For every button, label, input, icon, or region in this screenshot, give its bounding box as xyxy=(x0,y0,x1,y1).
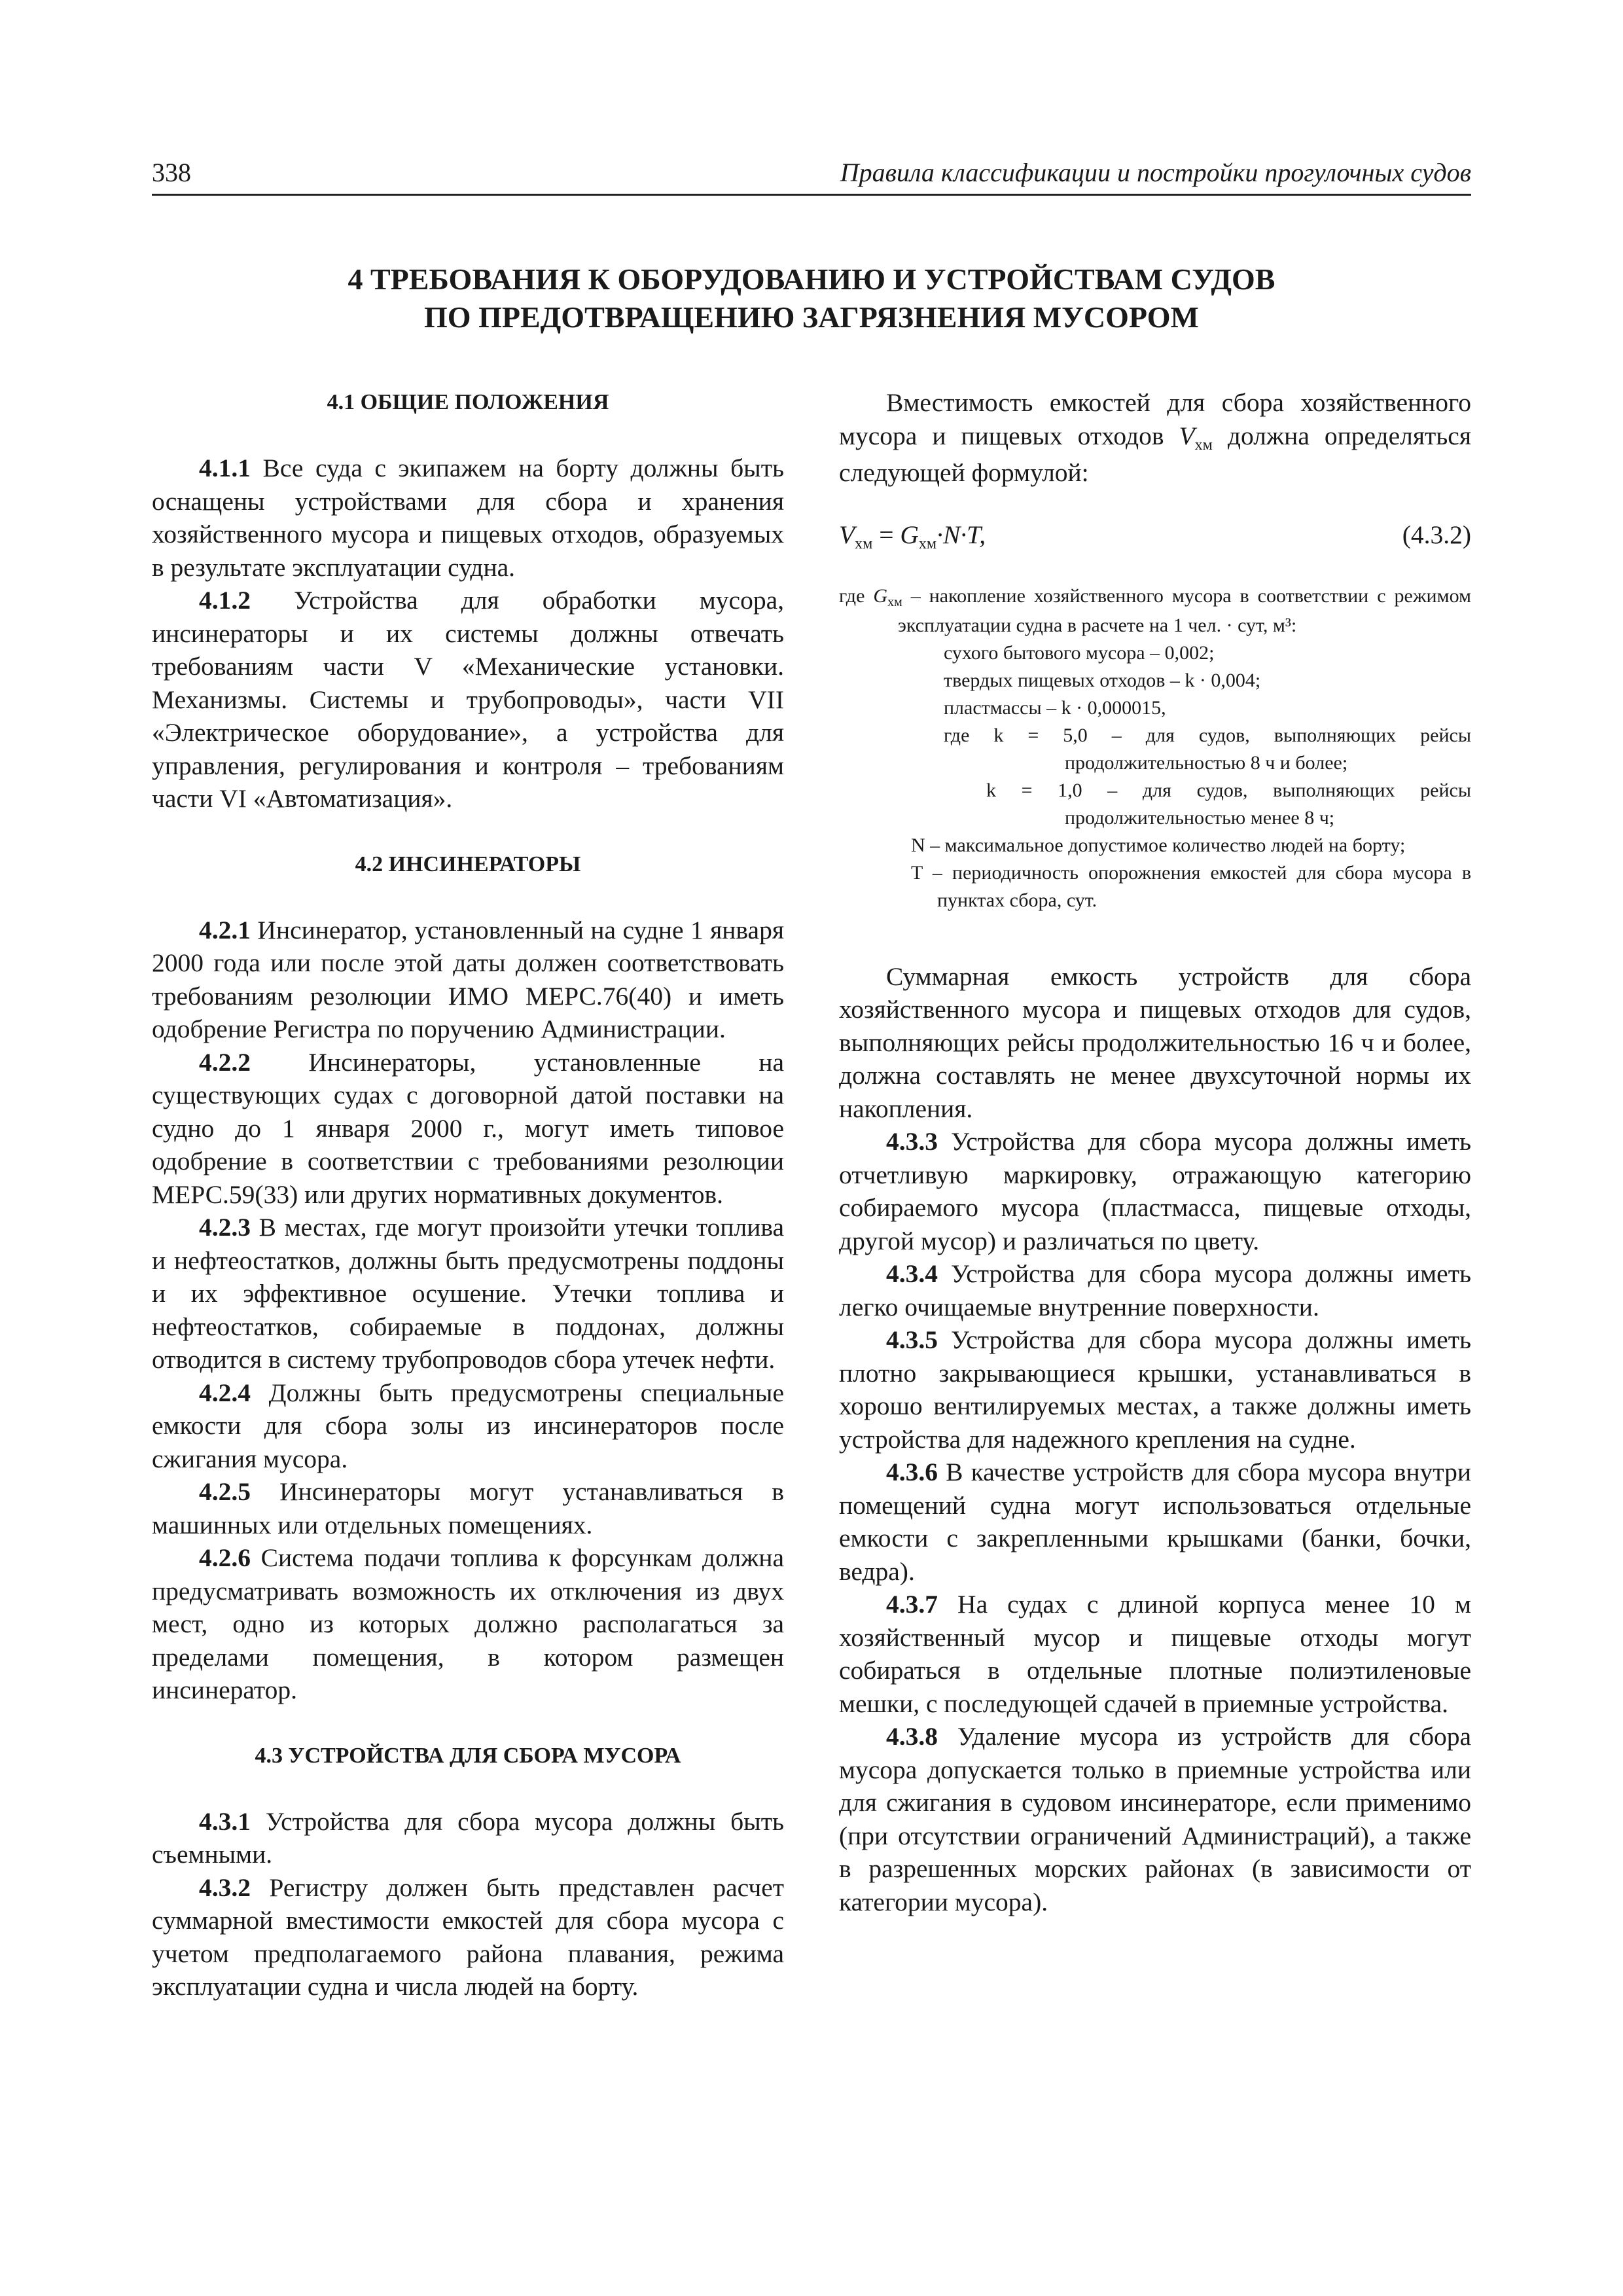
paragraph-text: Устройства для сбора мусора должны быть съемными. xyxy=(152,1806,784,1869)
clause-number: 4.2.5 xyxy=(199,1477,251,1506)
paragraph-text: Система подачи топлива к форсункам должна предусматривать возможность их отключения из двух мест, одно из которых должно располагаться за пределами помещения, в котором размещен инсинератор. xyxy=(152,1543,784,1704)
clause-number: 4.3.8 xyxy=(886,1722,938,1751)
def-plastic: пластмассы – k · 0,000015, xyxy=(944,696,1166,719)
formula-4-3-2 xyxy=(839,518,1471,551)
var-v: V xyxy=(1179,421,1195,450)
def-where: где xyxy=(839,584,874,607)
clause-number: 4.3.2 xyxy=(199,1873,251,1902)
right-column xyxy=(839,386,1471,1918)
paragraph-4-3-2 xyxy=(152,1871,784,2003)
formula-v-sub: хм xyxy=(855,535,873,552)
def-n: N – максимальное допустимое количество людей на борту; xyxy=(911,834,1406,856)
formula-g-sub: хм xyxy=(918,535,937,552)
formula-g: G xyxy=(900,520,919,549)
paragraph-4-3-5 xyxy=(839,1323,1471,1456)
var-v-subscript: хм xyxy=(1194,436,1213,454)
def-dry: сухого бытового мусора – 0,002; xyxy=(944,641,1215,664)
clause-number: 4.2.3 xyxy=(199,1213,251,1242)
paragraph-4-2-6 xyxy=(152,1541,784,1707)
paragraph-text: Все суда с экипажем на борту должны быть оснащены устройствами для сбора и хранения хозяйственного мусора и пищевых отходов, образуемых в результате эксплуатации судна. xyxy=(152,454,784,582)
clause-number: 4.3.4 xyxy=(886,1259,938,1288)
formula-rest: ·N·T, xyxy=(936,520,986,549)
clause-number: 4.3.1 xyxy=(199,1806,251,1836)
paragraph-4-2-4 xyxy=(152,1376,784,1476)
intro-text-end: должна определяться следующей формулой: xyxy=(839,421,1471,487)
formula-expression xyxy=(839,518,986,556)
formula-number: (4.3.2) xyxy=(1402,520,1471,549)
paragraph-4-3-8 xyxy=(839,1720,1471,1918)
page-number: 338 xyxy=(152,158,191,187)
left-column xyxy=(152,386,784,2003)
paragraph-4-2-1 xyxy=(152,914,784,1046)
def-g-var: G xyxy=(873,584,888,607)
paragraph-text: Должны быть предусмотрены специальные емкости для сбора золы из инсинераторов после сжигания мусора. xyxy=(152,1378,784,1473)
paragraph-text: Устройства для сбора мусора должны иметь отчетливую маркировку, отражающую категорию собираемого мусора (пластмасса, пищевые отходы, другой мусор) и различаться по цвету. xyxy=(839,1127,1471,1255)
def-g-text: – накопление хозяйственного мусора в соответствии с режимом эксплуатации судна в расчете на 1 чел. · сут, м³: xyxy=(898,584,1472,636)
paragraph-text: Устройства для сбора мусора должны иметь плотно закрывающиеся крышки, устанавливаться в хорошо вентилируемых местах, а также должны иметь устройства для надежного крепления на судне. xyxy=(839,1325,1471,1454)
def-k1: где k = 5,0 – для судов, выполняющих рейсы продолжительностью 8 ч и более; xyxy=(944,724,1471,774)
formula-definitions xyxy=(839,583,1471,914)
paragraph-text: На судах с длиной корпуса менее 10 м хозяйственный мусор и пищевые отходы могут собираться в отдельные плотные полиэтиленовые мешки, с последующей сдачей в приемные устройства. xyxy=(839,1590,1471,1718)
def-g xyxy=(839,583,1471,639)
paragraph-text: Регистру должен быть представлен расчет суммарной вместимости емкостей для сбора мусора с учетом предполагаемого района плавания, режима эксплуатации судна и числа людей на борту. xyxy=(152,1873,784,2001)
paragraph-text: Инсинераторы, установленные на существующих судах с договорной датой поставки на судно до 1 января 2000 г., могут иметь типовое одобрение в соответствии с требованиями резолюции МЕРС.59(33) или других нормативных документов. xyxy=(152,1047,784,1209)
chapter-title xyxy=(152,260,1471,336)
paragraph-4-1-1 xyxy=(152,452,784,584)
section-heading-4-3: 4.3 УСТРОЙСТВА ДЛЯ СБОРА МУСОРА xyxy=(255,1743,681,1768)
formula-equals: = xyxy=(872,520,901,549)
paragraph-text: Устройства для обработки мусора, инсинераторы и их системы должны отвечать требованиям части V «Механические установки. Механизмы. Системы и трубопроводы», части VII «Электрическое оборудование», а устройства для управления, регулирования и контроля – требованиям части VI «Автоматизация». xyxy=(152,586,784,813)
running-title: Правила классификации и постройки прогулочных судов xyxy=(840,158,1471,187)
intro-text: Вместимость емкостей для сбора хозяйственного мусора и пищевых отходов xyxy=(839,388,1471,450)
clause-number: 4.3.7 xyxy=(886,1590,938,1619)
clause-number: 4.1.1 xyxy=(199,454,251,482)
paragraph-4-2-5 xyxy=(152,1475,784,1541)
clause-number: 4.2.6 xyxy=(199,1543,251,1572)
section-heading-4-1: 4.1 ОБЩИЕ ПОЛОЖЕНИЯ xyxy=(327,390,609,414)
clause-number: 4.2.4 xyxy=(199,1378,251,1407)
clause-number: 4.3.6 xyxy=(886,1458,938,1486)
def-food: твердых пищевых отходов – k · 0,004; xyxy=(944,669,1261,691)
clause-number: 4.2.2 xyxy=(199,1047,251,1077)
clause-number: 4.3.5 xyxy=(886,1325,938,1354)
paragraph-4-3-7 xyxy=(839,1588,1471,1720)
def-t: T – периодичность опорожнения емкостей для сбора мусора в пунктах сбора, сут. xyxy=(911,861,1471,911)
header-rule xyxy=(152,194,1471,196)
capacity-intro xyxy=(839,386,1471,490)
paragraph-total-capacity: Суммарная емкость устройств для сбора хозяйственного мусора и пищевых отходов для судов, выполняющих рейсы продолжительностью 16 ч и более, должна составлять не менее двухсуточной нормы их накопления. xyxy=(839,961,1471,1123)
paragraph-text: В местах, где могут произойти утечки топлива и нефтеостатков, должны быть предусмотрены поддоны и их эффективное осушение. Утечки топлива и нефтеостатков, собираемые в поддонах, должны отводится в систему трубопроводов сбора утечек нефти. xyxy=(152,1213,784,1374)
paragraph-4-3-1 xyxy=(152,1805,784,1871)
paragraph-text: Удаление мусора из устройств для сбора мусора допускается только в приемные устройства или для сжигания в судовом инсинераторе, если применимо (при отсутствии ограничений Администраций), а также в разрешенных морских районах (в зависимости от категории мусора). xyxy=(839,1722,1471,1916)
paragraph-4-3-6 xyxy=(839,1456,1471,1588)
chapter-title-line-1: 4 ТРЕБОВАНИЯ К ОБОРУДОВАНИЮ И УСТРОЙСТВАМ СУДОВ xyxy=(348,262,1275,296)
paragraph-4-3-3 xyxy=(839,1125,1471,1257)
paragraph-text: Устройства для сбора мусора должны иметь легко очищаемые внутренние поверхности. xyxy=(839,1259,1471,1321)
paragraph-4-1-2 xyxy=(152,584,784,816)
def-k2: k = 1,0 – для судов, выполняющих рейсы продолжительностью менее 8 ч; xyxy=(986,779,1471,829)
paragraph-text: Инсинераторы могут устанавливаться в машинных или отдельных помещениях. xyxy=(152,1477,784,1539)
paragraph-4-2-2 xyxy=(152,1046,784,1211)
paragraph-4-2-3 xyxy=(152,1211,784,1376)
paragraph-4-3-4 xyxy=(839,1257,1471,1323)
paragraph-text: Инсинератор, установленный на судне 1 января 2000 года или после этой даты должен соответствовать требованиям резолюции ИМО МЕРС.76(40) и иметь одобрение Регистра по поручению Администрации. xyxy=(152,915,784,1043)
clause-number: 4.2.1 xyxy=(199,915,251,944)
clause-number: 4.1.2 xyxy=(199,586,251,615)
formula-v: V xyxy=(839,520,855,549)
clause-number: 4.3.3 xyxy=(886,1127,938,1156)
section-heading-4-2: 4.2 ИНСИНЕРАТОРЫ xyxy=(355,852,581,876)
page-header xyxy=(152,156,1471,196)
paragraph-text: В качестве устройств для сбора мусора внутри помещений судна могут использоваться отдельные емкости с закрепленными крышками (банки, бочки, ведра). xyxy=(839,1458,1471,1586)
def-g-sub: хм xyxy=(887,594,902,609)
chapter-title-line-2: ПО ПРЕДОТВРАЩЕНИЮ ЗАГРЯЗНЕНИЯ МУСОРОМ xyxy=(424,300,1199,334)
